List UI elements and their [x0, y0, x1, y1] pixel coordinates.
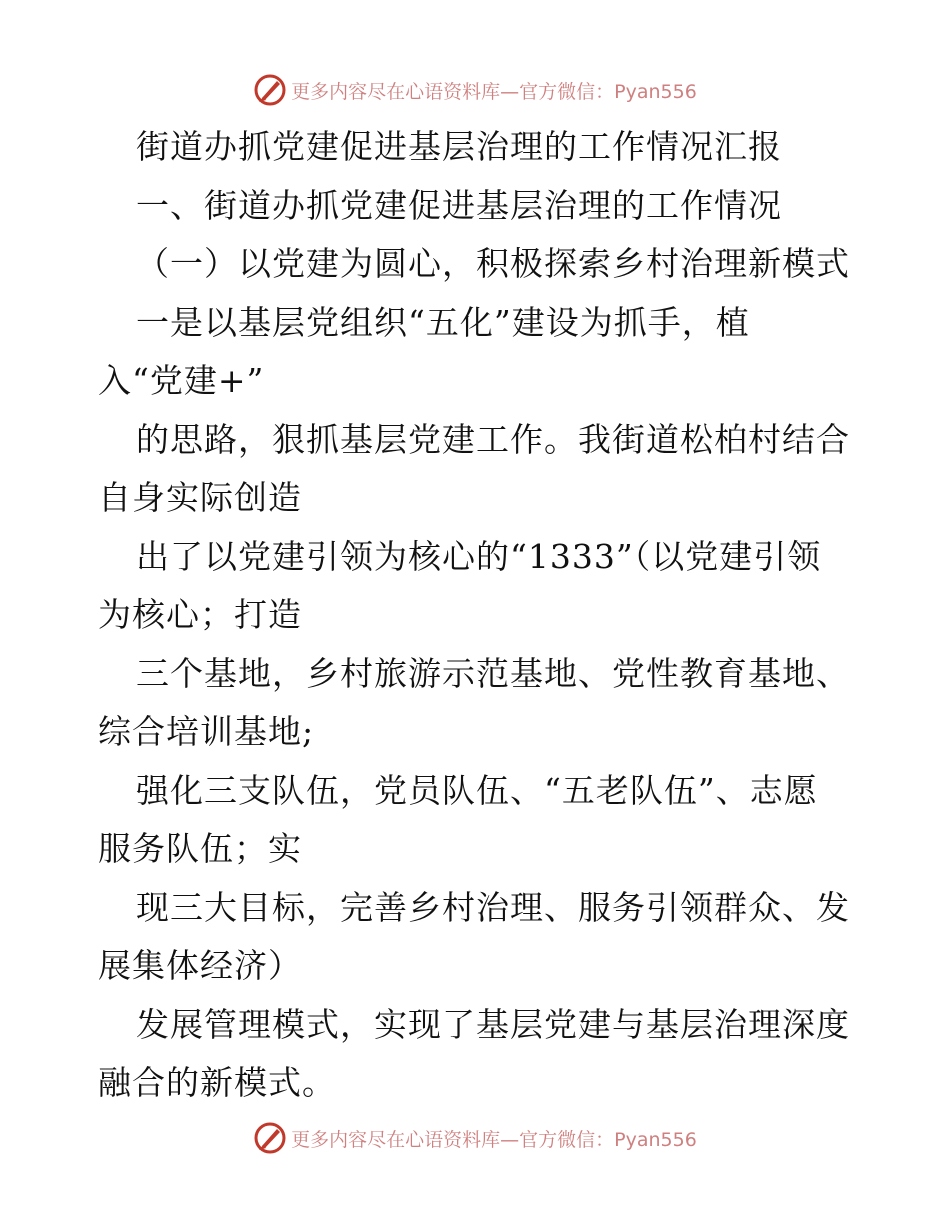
paragraph-line: 入“党建+” — [98, 361, 265, 400]
paragraph-line: 自身实际创造 — [98, 478, 302, 517]
quill-pen-icon — [253, 1121, 287, 1155]
paragraph-line: 一是以基层党组织“五化”建设为抓手，植 — [136, 302, 750, 342]
header-banner — [0, 70, 950, 110]
paragraph-line: 为核心；打造 — [98, 595, 302, 634]
paragraph-line: 综合培训基地; — [98, 712, 315, 751]
quill-pen-icon — [253, 73, 287, 107]
subsection-heading: （一）以党建为圆心，积极探索乡村治理新模式 — [136, 244, 850, 283]
paragraph-line: 三个基地，乡村旅游示范基地、党性教育基地、 — [136, 653, 850, 693]
document-body — [98, 118, 853, 1113]
paragraph-line: 强化三支队伍，党员队伍、“五老队伍”、志愿 — [136, 770, 818, 810]
footer-banner — [0, 1118, 950, 1158]
paragraph-line: 展集体经济） — [98, 946, 302, 985]
header-banner-text: 更多内容尽在心语资料库—官方微信：Pyan556 — [291, 80, 697, 103]
footer-banner-text: 更多内容尽在心语资料库—官方微信：Pyan556 — [291, 1128, 697, 1151]
paragraph-line: 服务队伍；实 — [98, 829, 302, 868]
paragraph-line: 现三大目标，完善乡村治理、服务引领群众、发 — [136, 887, 850, 927]
document-title: 街道办抓党建促进基层治理的工作情况汇报 — [136, 127, 782, 166]
paragraph-line: 发展管理模式，实现了基层党建与基层治理深度 — [136, 1004, 850, 1044]
section-heading: 一、街道办抓党建促进基层治理的工作情况 — [136, 185, 782, 225]
paragraph-line: 融合的新模式。 — [98, 1063, 336, 1102]
paragraph-line: 的思路，狠抓基层党建工作。我街道松柏村结合 — [136, 419, 850, 459]
paragraph-line: 出了以党建引领为核心的“1333”（以党建引领 — [136, 536, 822, 576]
